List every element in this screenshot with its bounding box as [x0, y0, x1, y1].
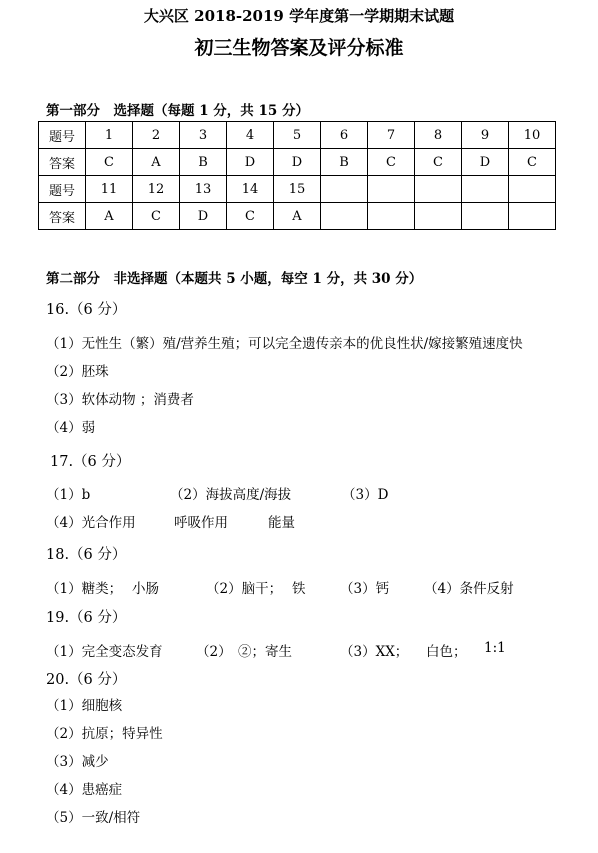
answer-item: ②；寄生	[238, 644, 292, 660]
part1-heading: 第一部分 选择题（每题 1 分，共 15 分）	[46, 103, 309, 119]
question-18-title: 18.（6 分）	[46, 547, 127, 563]
table-cell: 15	[274, 176, 321, 203]
table-row	[39, 149, 556, 176]
choice-answer-table	[38, 121, 556, 230]
answer-line: （1）无性生（繁）殖/营养生殖；可以完全遗传亲本的优良性状/嫁接繁殖速度快	[46, 336, 523, 352]
table-cell: B	[321, 149, 368, 176]
answer-item: 能量	[268, 515, 295, 531]
table-cell: 3	[180, 122, 227, 149]
table-cell	[368, 176, 415, 203]
question-17-title: 17.（6 分）	[50, 454, 131, 470]
table-cell	[462, 203, 509, 230]
question-19-title: 19.（6 分）	[46, 610, 127, 626]
answer-item: （2）海拔高度/海拔	[170, 487, 292, 503]
table-cell: 2	[133, 122, 180, 149]
answer-row	[46, 577, 586, 597]
table-cell	[321, 176, 368, 203]
table-cell: C	[509, 149, 556, 176]
table-cell: A	[86, 203, 133, 230]
table-cell: 10	[509, 122, 556, 149]
table-cell: 7	[368, 122, 415, 149]
table-cell: 5	[274, 122, 321, 149]
table-cell: C	[86, 149, 133, 176]
answer-row	[46, 483, 586, 503]
answer-item: （1）糖类；	[46, 581, 123, 597]
answer-row	[46, 640, 586, 660]
answer-line: （3）软体动物 ；消费者	[46, 392, 194, 408]
table-cell: A	[274, 203, 321, 230]
document-subtitle: 初三生物答案及评分标准	[194, 37, 404, 59]
table-cell: 4	[227, 122, 274, 149]
table-cell	[321, 203, 368, 230]
answer-item: （1）b	[46, 487, 91, 503]
table-cell: 8	[415, 122, 462, 149]
answer-item: （3）XX；	[340, 644, 409, 660]
table-cell	[415, 176, 462, 203]
answer-item: 白色；	[426, 644, 467, 660]
table-cell: D	[227, 149, 274, 176]
answer-item: 小肠	[132, 581, 159, 597]
table-row	[39, 176, 556, 203]
answer-line: （2）抗原；特异性	[46, 726, 163, 742]
row-label: 答案	[39, 203, 86, 230]
answer-line: （5）一致/相符	[46, 810, 141, 826]
table-cell: C	[368, 149, 415, 176]
table-cell: 12	[133, 176, 180, 203]
answer-line: （1）细胞核	[46, 698, 123, 714]
answer-item: 呼吸作用	[174, 515, 228, 531]
table-cell	[509, 203, 556, 230]
answer-line: （2）胚珠	[46, 364, 109, 380]
table-cell	[415, 203, 462, 230]
answer-item: （1）完全变态发育	[46, 644, 163, 660]
table-cell: D	[462, 149, 509, 176]
table-cell: C	[227, 203, 274, 230]
table-cell: 6	[321, 122, 368, 149]
answer-row	[46, 511, 586, 531]
answer-item: （2）脑干；	[206, 581, 283, 597]
part2-heading: 第二部分 非选择题（本题共 5 小题，每空 1 分，共 30 分）	[46, 271, 423, 287]
table-cell: A	[133, 149, 180, 176]
answer-item: （2）	[196, 644, 232, 660]
table-cell: 1	[86, 122, 133, 149]
table-cell: D	[274, 149, 321, 176]
answer-item: （3）D	[342, 487, 389, 503]
answer-line: （4）弱	[46, 420, 96, 436]
question-16-title: 16.（6 分）	[46, 302, 127, 318]
table-row	[39, 203, 556, 230]
table-cell: C	[415, 149, 462, 176]
answer-item: （3）钙	[340, 581, 390, 597]
table-cell: 9	[462, 122, 509, 149]
table-cell	[368, 203, 415, 230]
table-row	[39, 122, 556, 149]
answer-line: （4）患癌症	[46, 782, 123, 798]
table-cell	[462, 176, 509, 203]
table-cell	[509, 176, 556, 203]
table-cell: D	[180, 203, 227, 230]
row-label: 答案	[39, 149, 86, 176]
answer-item: 铁	[292, 581, 306, 597]
answer-item: （4）条件反射	[424, 581, 514, 597]
answer-item: 1:1	[484, 640, 506, 656]
table-cell: 14	[227, 176, 274, 203]
answer-line: （3）减少	[46, 754, 109, 770]
table-cell: B	[180, 149, 227, 176]
table-cell: 13	[180, 176, 227, 203]
row-label: 题号	[39, 122, 86, 149]
table-cell: C	[133, 203, 180, 230]
table-cell: 11	[86, 176, 133, 203]
row-label: 题号	[39, 176, 86, 203]
answer-item: （4）光合作用	[46, 515, 136, 531]
document-title: 大兴区 2018-2019 学年度第一学期期末试题	[143, 7, 455, 25]
question-20-title: 20.（6 分）	[46, 672, 127, 688]
